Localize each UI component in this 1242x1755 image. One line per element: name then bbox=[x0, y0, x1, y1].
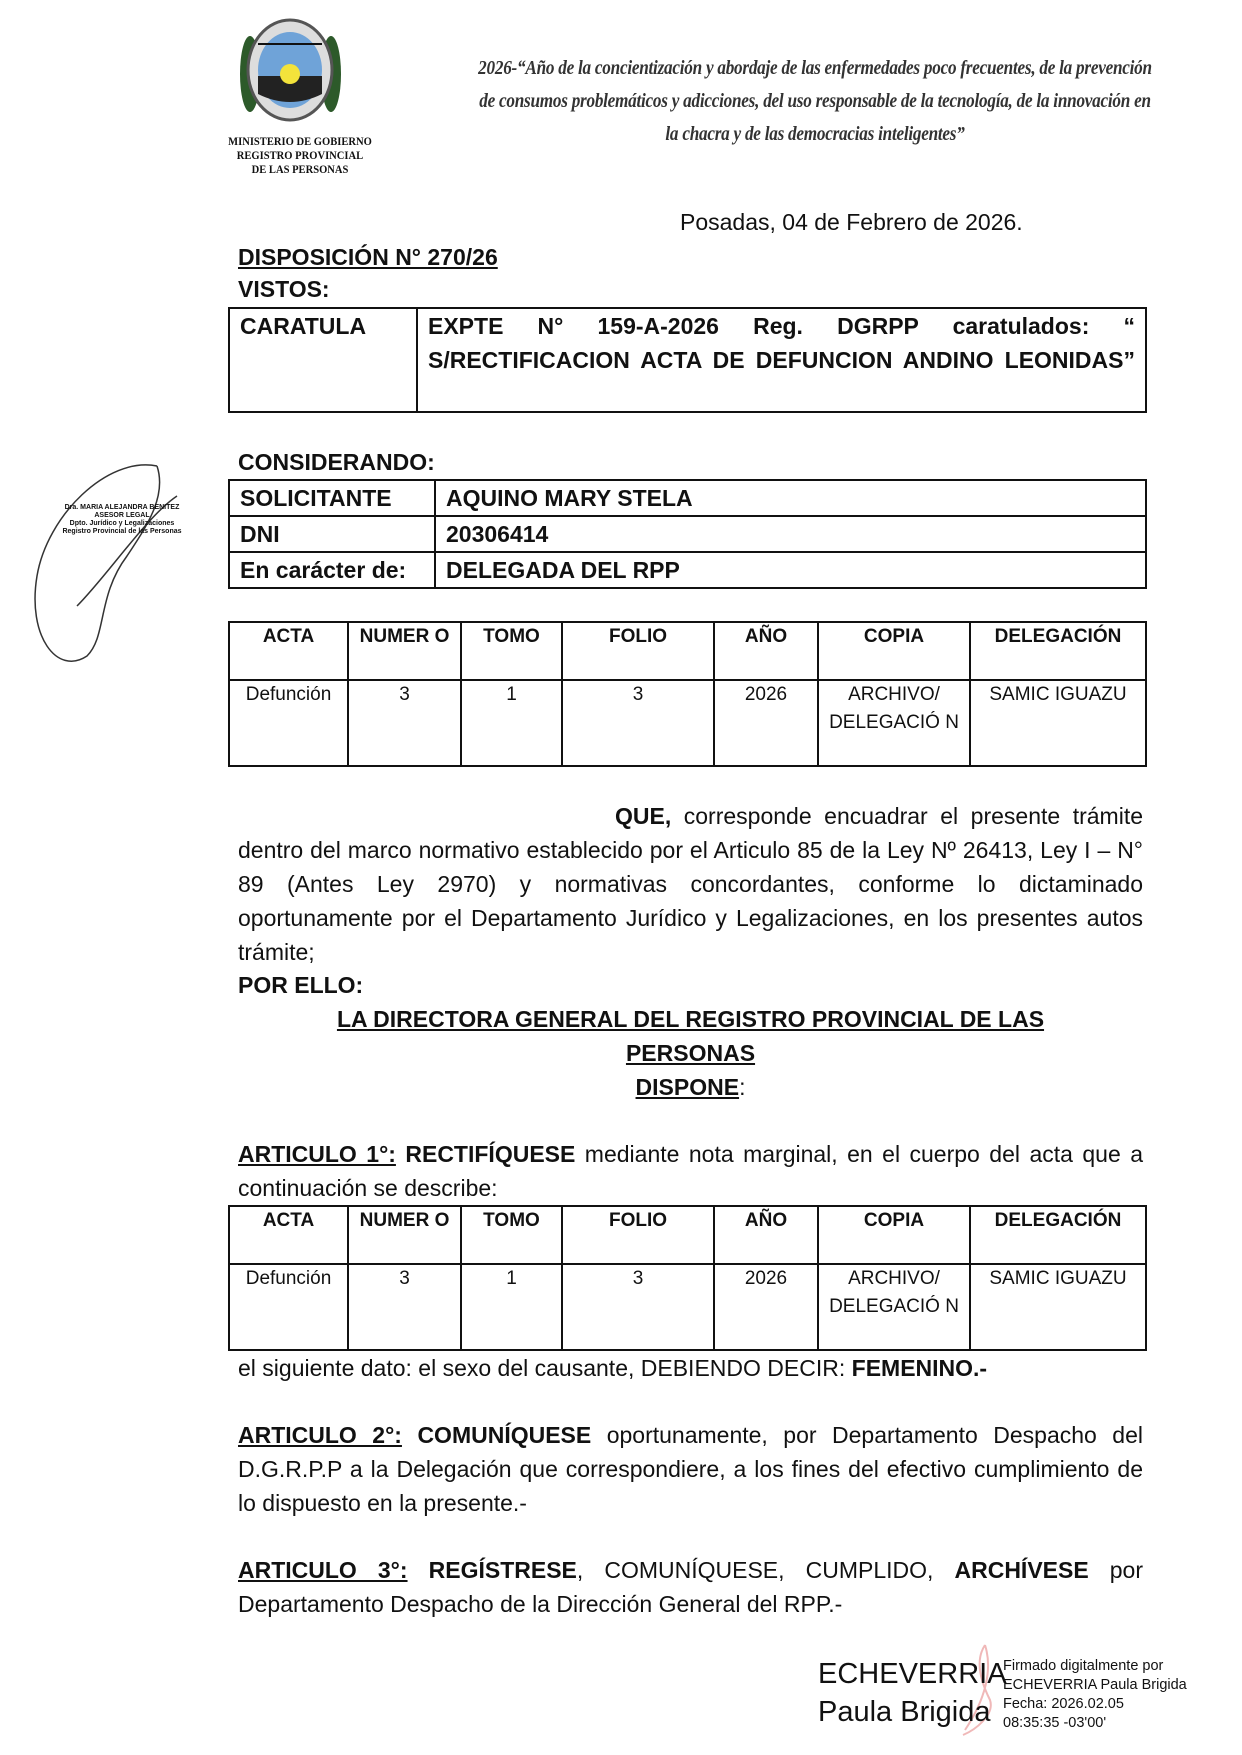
article-label: ARTICULO 2°: bbox=[238, 1422, 402, 1448]
col-header: COPIA bbox=[818, 1206, 970, 1264]
vistos-label: VISTOS: bbox=[238, 276, 330, 302]
col-header: DELEGACIÓN bbox=[970, 1206, 1146, 1264]
col-header: NUMER O bbox=[348, 1206, 461, 1264]
dispone-colon: : bbox=[739, 1074, 746, 1100]
acta-table bbox=[228, 621, 1147, 767]
dni-label: DNI bbox=[229, 516, 435, 552]
cell: ARCHIVO/ DELEGACIÓ N bbox=[818, 680, 970, 766]
cell: SAMIC IGUAZU bbox=[970, 1264, 1146, 1350]
article-2 bbox=[238, 1418, 1143, 1520]
que-text: corresponde encuadrar el presente trámite dentro del marco normativo establecido por el Articulo 85 de la Ley Nº 26413, Ley I – N° 89 (Antes Ley 2970) y normativas concordantes, conforme lo dictaminado oportunamente por el Departamento Jurídico y Legalizaciones, en los presentes autos trámite; bbox=[238, 803, 1144, 965]
dispone-heading: DISPONE bbox=[635, 1074, 740, 1100]
stamp-line: Dra. MARIA ALEJANDRA BENITEZ bbox=[64, 504, 180, 511]
article-text: mediante nota marginal, en el cuerpo del acta que a continuación se describe: bbox=[238, 1141, 1143, 1201]
detail-value: FEMENINO.- bbox=[851, 1355, 988, 1381]
ministry-name bbox=[216, 134, 383, 176]
col-header: COPIA bbox=[818, 622, 970, 680]
signature-time: 08:35:35 -03'00' bbox=[1003, 1715, 1107, 1731]
acta-table-article-1 bbox=[228, 1205, 1147, 1351]
signature-info-line: ECHEVERRIA Paula Brigida bbox=[1003, 1677, 1187, 1693]
cell: 1 bbox=[461, 1264, 562, 1350]
col-header: FOLIO bbox=[562, 622, 714, 680]
signature-info bbox=[1003, 1657, 1187, 1733]
col-header: ACTA bbox=[229, 1206, 348, 1264]
applicant-label: SOLICITANTE bbox=[229, 480, 435, 516]
cell: 3 bbox=[562, 680, 714, 766]
detail-text: el siguiente dato: el sexo del causante, DEBIENDO DECIR: bbox=[238, 1355, 852, 1381]
caratula-table bbox=[228, 307, 1147, 413]
col-header: FOLIO bbox=[562, 1206, 714, 1264]
article-verb: REGÍSTRESE bbox=[428, 1557, 577, 1583]
article-text: oportunamente, por Departamento Despacho del D.G.R.P.P a la Delegación que correspondiere, a los fines del efectivo cumplimiento de lo dispuesto en la presente.- bbox=[238, 1422, 1143, 1516]
caratula-label: CARATULA bbox=[229, 308, 417, 412]
authority-heading: LA DIRECTORA GENERAL DEL REGISTRO PROVINCIAL DE LAS PERSONAS bbox=[336, 1006, 1045, 1066]
col-header: TOMO bbox=[461, 1206, 562, 1264]
ministry-line: MINISTERIO DE GOBIERNO bbox=[228, 134, 372, 148]
signature-date: Fecha: 2026.02.05 bbox=[1003, 1696, 1124, 1712]
persons-line: DE LAS PERSONAS bbox=[251, 162, 349, 176]
stamp-line: Registro Provincial de las Personas bbox=[62, 528, 182, 535]
handwritten-signature-stamp bbox=[17, 456, 187, 682]
signer-surname: ECHEVERRIA bbox=[818, 1658, 1007, 1690]
cell: 1 bbox=[461, 680, 562, 766]
article-text: por Departamento Despacho de la Dirección General del RPP.- bbox=[238, 1557, 1144, 1617]
col-header: TOMO bbox=[461, 622, 562, 680]
applicant-table bbox=[228, 479, 1147, 589]
signer-name bbox=[818, 1655, 1007, 1731]
article-verb-2: ARCHÍVESE bbox=[954, 1557, 1089, 1583]
cell: 3 bbox=[348, 1264, 461, 1350]
cell: Defunción bbox=[229, 1264, 348, 1350]
por-ello-label: POR ELLO: bbox=[238, 972, 364, 998]
article-mid: , COMUNÍQUESE, CUMPLIDO, bbox=[576, 1557, 955, 1583]
col-header: DELEGACIÓN bbox=[970, 622, 1146, 680]
col-header: NUMER O bbox=[348, 622, 461, 680]
registry-line: REGISTRO PROVINCIAL bbox=[236, 148, 364, 162]
place-date: Posadas, 04 de Febrero de 2026. bbox=[680, 209, 1023, 235]
disposition-number: DISPOSICIÓN N° 270/26 bbox=[238, 244, 498, 270]
stamp-line: ASESOR LEGAL bbox=[94, 512, 150, 519]
article-3 bbox=[238, 1553, 1143, 1621]
year-motto: 2026-“Año de la concientización y abordaje de las enfermedades poco frecuentes, de la prevención de consumos problemáticos y adicciones, del uso responsable de la tecnología, de la innovación en la chacra y de las democracias inteligentes” bbox=[478, 57, 1152, 145]
article-verb: RECTIFÍQUESE bbox=[405, 1141, 576, 1167]
cell: 2026 bbox=[714, 1264, 818, 1350]
cell: 3 bbox=[562, 1264, 714, 1350]
applicant-value: AQUINO MARY STELA bbox=[435, 480, 1146, 516]
article-label: ARTICULO 3°: bbox=[238, 1557, 408, 1583]
que-paragraph bbox=[238, 799, 1143, 969]
cell: 3 bbox=[348, 680, 461, 766]
role-label: En carácter de: bbox=[229, 552, 435, 588]
col-header: AÑO bbox=[714, 1206, 818, 1264]
article-1-detail bbox=[238, 1351, 987, 1385]
cell: Defunción bbox=[229, 680, 348, 766]
article-verb: COMUNÍQUESE bbox=[417, 1422, 592, 1448]
col-header: ACTA bbox=[229, 622, 348, 680]
considerando-label: CONSIDERANDO: bbox=[238, 449, 435, 475]
role-value: DELEGADA DEL RPP bbox=[435, 552, 1146, 588]
province-seal-logo bbox=[228, 14, 353, 126]
cell: 2026 bbox=[714, 680, 818, 766]
cell: SAMIC IGUAZU bbox=[970, 680, 1146, 766]
article-label: ARTICULO 1°: bbox=[238, 1141, 396, 1167]
col-header: AÑO bbox=[714, 622, 818, 680]
signer-given-names: Paula Brigida bbox=[818, 1696, 991, 1728]
caratula-value: EXPTE N° 159-A-2026 Reg. DGRPP caratulados: “ S/RECTIFICACION ACTA DE DEFUNCION ANDINO LEONIDAS” bbox=[417, 308, 1146, 412]
article-1 bbox=[238, 1137, 1143, 1205]
cell: ARCHIVO/ DELEGACIÓ N bbox=[818, 1264, 970, 1350]
dni-value: 20306414 bbox=[435, 516, 1146, 552]
stamp-line: Dpto. Jurídico y Legalizaciones bbox=[69, 520, 175, 527]
signature-info-line: Firmado digitalmente por bbox=[1003, 1658, 1164, 1674]
que-lead: QUE, bbox=[615, 803, 672, 829]
